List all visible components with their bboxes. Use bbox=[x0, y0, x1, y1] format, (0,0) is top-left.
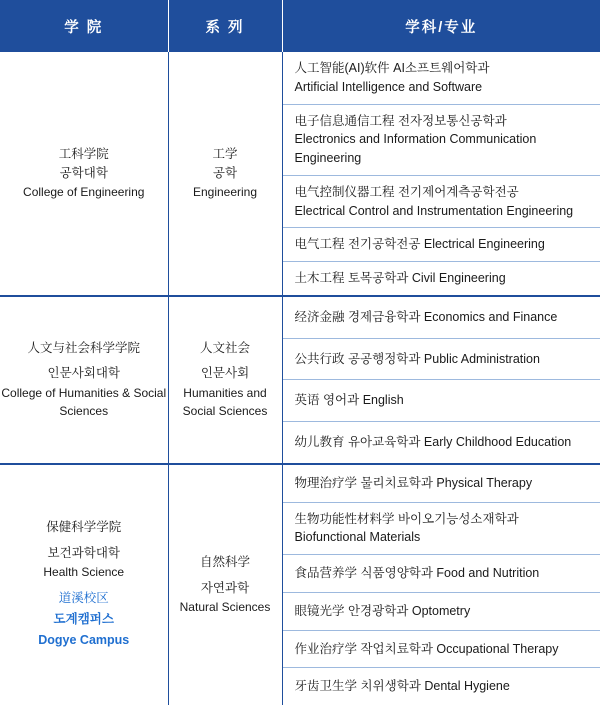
major-name-cn: 电气控制仪器工程 bbox=[295, 185, 398, 199]
list-item bbox=[283, 297, 600, 339]
department-name-ko: 공학 bbox=[169, 164, 282, 183]
list-item bbox=[283, 176, 600, 229]
table-row bbox=[0, 464, 600, 705]
header-college: 学 院 bbox=[0, 0, 168, 52]
college-name-cn: 人文与社会科学学院 bbox=[0, 339, 168, 358]
major-name-en: Optometry bbox=[412, 604, 470, 618]
campus-label bbox=[0, 582, 168, 652]
list-item bbox=[283, 593, 600, 631]
major-name-ko: AI소프트웨어학과 bbox=[393, 61, 489, 75]
campus-name-cn: 道溪校区 bbox=[0, 588, 168, 609]
major-name-en: Economics and Finance bbox=[424, 310, 557, 324]
major-name-ko: 치위생학과 bbox=[360, 679, 424, 693]
department-name-en: Engineering bbox=[169, 183, 282, 202]
header-major: 学科/专业 bbox=[282, 0, 600, 52]
major-name-cn: 牙齿卫生学 bbox=[295, 679, 361, 693]
list-item bbox=[283, 422, 600, 463]
major-list-engineering bbox=[282, 52, 600, 296]
college-name-en: College of Engineering bbox=[0, 183, 168, 202]
table-header-row bbox=[0, 0, 600, 52]
major-name-cn: 公共行政 bbox=[295, 352, 348, 366]
list-item bbox=[283, 228, 600, 262]
major-name-cn: 眼镜光学 bbox=[295, 604, 348, 618]
major-name-ko: 전기제어계측공학전공 bbox=[398, 185, 519, 199]
major-name-cn: 电子信息通信工程 bbox=[295, 114, 398, 128]
list-item bbox=[283, 465, 600, 503]
list-item bbox=[283, 555, 600, 593]
major-name-en: Electronics and Information Communication Engineering bbox=[295, 130, 591, 168]
college-name-en: College of Humanities & Social Sciences bbox=[0, 384, 168, 421]
major-name-cn: 电气工程 bbox=[295, 237, 348, 251]
major-name-ko: 작업치료학과 bbox=[360, 642, 436, 656]
department-cell-engineering bbox=[168, 52, 282, 296]
college-name-cn: 工科学院 bbox=[0, 145, 168, 164]
major-name-en: Physical Therapy bbox=[436, 476, 532, 490]
major-name-cn: 生物功能性材料学 bbox=[295, 512, 398, 526]
department-name-cn: 人文社会 bbox=[169, 339, 282, 358]
major-name-cn: 经济金融 bbox=[295, 310, 348, 324]
department-cell-health-science bbox=[168, 464, 282, 705]
department-cell-humanities bbox=[168, 296, 282, 464]
major-list-humanities bbox=[282, 296, 600, 464]
major-name-en: Early Childhood Education bbox=[424, 435, 571, 449]
major-name-ko: 유아교육학과 bbox=[348, 435, 424, 449]
major-name-ko: 물리치료학과 bbox=[360, 476, 436, 490]
college-cell-humanities bbox=[0, 296, 168, 464]
college-cell-engineering bbox=[0, 52, 168, 296]
major-name-cn: 食品营养学 bbox=[295, 566, 361, 580]
department-name-ko: 자연과학 bbox=[169, 579, 282, 598]
major-name-cn: 人工智能(AI)软件 bbox=[295, 61, 394, 75]
department-name-ko: 인문사회 bbox=[169, 364, 282, 383]
major-name-ko: 전기공학전공 bbox=[348, 237, 424, 251]
major-list-health-science bbox=[282, 464, 600, 705]
major-name-en: Occupational Therapy bbox=[436, 642, 558, 656]
major-name-ko: 영어과 bbox=[323, 393, 363, 407]
college-name-en: Health Science bbox=[0, 563, 168, 582]
major-name-cn: 土木工程 bbox=[295, 271, 348, 285]
department-name-cn: 自然科学 bbox=[169, 553, 282, 572]
list-item bbox=[283, 105, 600, 176]
list-item bbox=[283, 503, 600, 556]
major-name-ko: 전자정보통신공학과 bbox=[398, 114, 507, 128]
list-item bbox=[283, 380, 600, 422]
major-name-ko: 안경광학과 bbox=[348, 604, 412, 618]
major-name-en: Public Administration bbox=[424, 352, 540, 366]
college-cell-health-science bbox=[0, 464, 168, 705]
major-name-ko: 토목공학과 bbox=[348, 271, 412, 285]
department-name-en: Humanities and Social Sciences bbox=[169, 384, 282, 421]
major-name-ko: 식품영양학과 bbox=[360, 566, 436, 580]
college-name-ko: 인문사회대학 bbox=[0, 364, 168, 383]
list-item bbox=[283, 262, 600, 295]
campus-name-ko: 도계캠퍼스 bbox=[0, 609, 168, 630]
major-name-en: Civil Engineering bbox=[412, 271, 506, 285]
major-name-ko: 경제금융학과 bbox=[348, 310, 424, 324]
major-name-en: Artificial Intelligence and Software bbox=[295, 78, 591, 97]
table-row bbox=[0, 296, 600, 464]
header-department: 系 列 bbox=[168, 0, 282, 52]
department-name-en: Natural Sciences bbox=[169, 598, 282, 617]
major-name-en: Dental Hygiene bbox=[424, 679, 509, 693]
college-name-ko: 공학대학 bbox=[0, 164, 168, 183]
major-name-cn: 作业治疗学 bbox=[295, 642, 361, 656]
table-row bbox=[0, 52, 600, 296]
department-name-cn: 工学 bbox=[169, 145, 282, 164]
major-name-ko: 바이오기능성소재학과 bbox=[398, 512, 519, 526]
campus-name-en: Dogye Campus bbox=[0, 630, 168, 651]
major-name-en: Electrical Control and Instrumentation Engineering bbox=[295, 202, 591, 221]
major-name-en: Biofunctional Materials bbox=[295, 528, 591, 547]
college-name-cn: 保健科学学院 bbox=[0, 518, 168, 537]
major-name-cn: 幼儿教育 bbox=[295, 435, 348, 449]
college-name-ko: 보건과학대학 bbox=[0, 544, 168, 563]
list-item bbox=[283, 339, 600, 381]
major-name-en: English bbox=[363, 393, 404, 407]
major-name-ko: 공공행정학과 bbox=[348, 352, 424, 366]
list-item bbox=[283, 668, 600, 705]
major-name-cn: 英语 bbox=[295, 393, 323, 407]
major-name-en: Electrical Engineering bbox=[424, 237, 545, 251]
list-item bbox=[283, 52, 600, 105]
major-name-en: Food and Nutrition bbox=[436, 566, 539, 580]
major-name-cn: 物理治疗学 bbox=[295, 476, 361, 490]
